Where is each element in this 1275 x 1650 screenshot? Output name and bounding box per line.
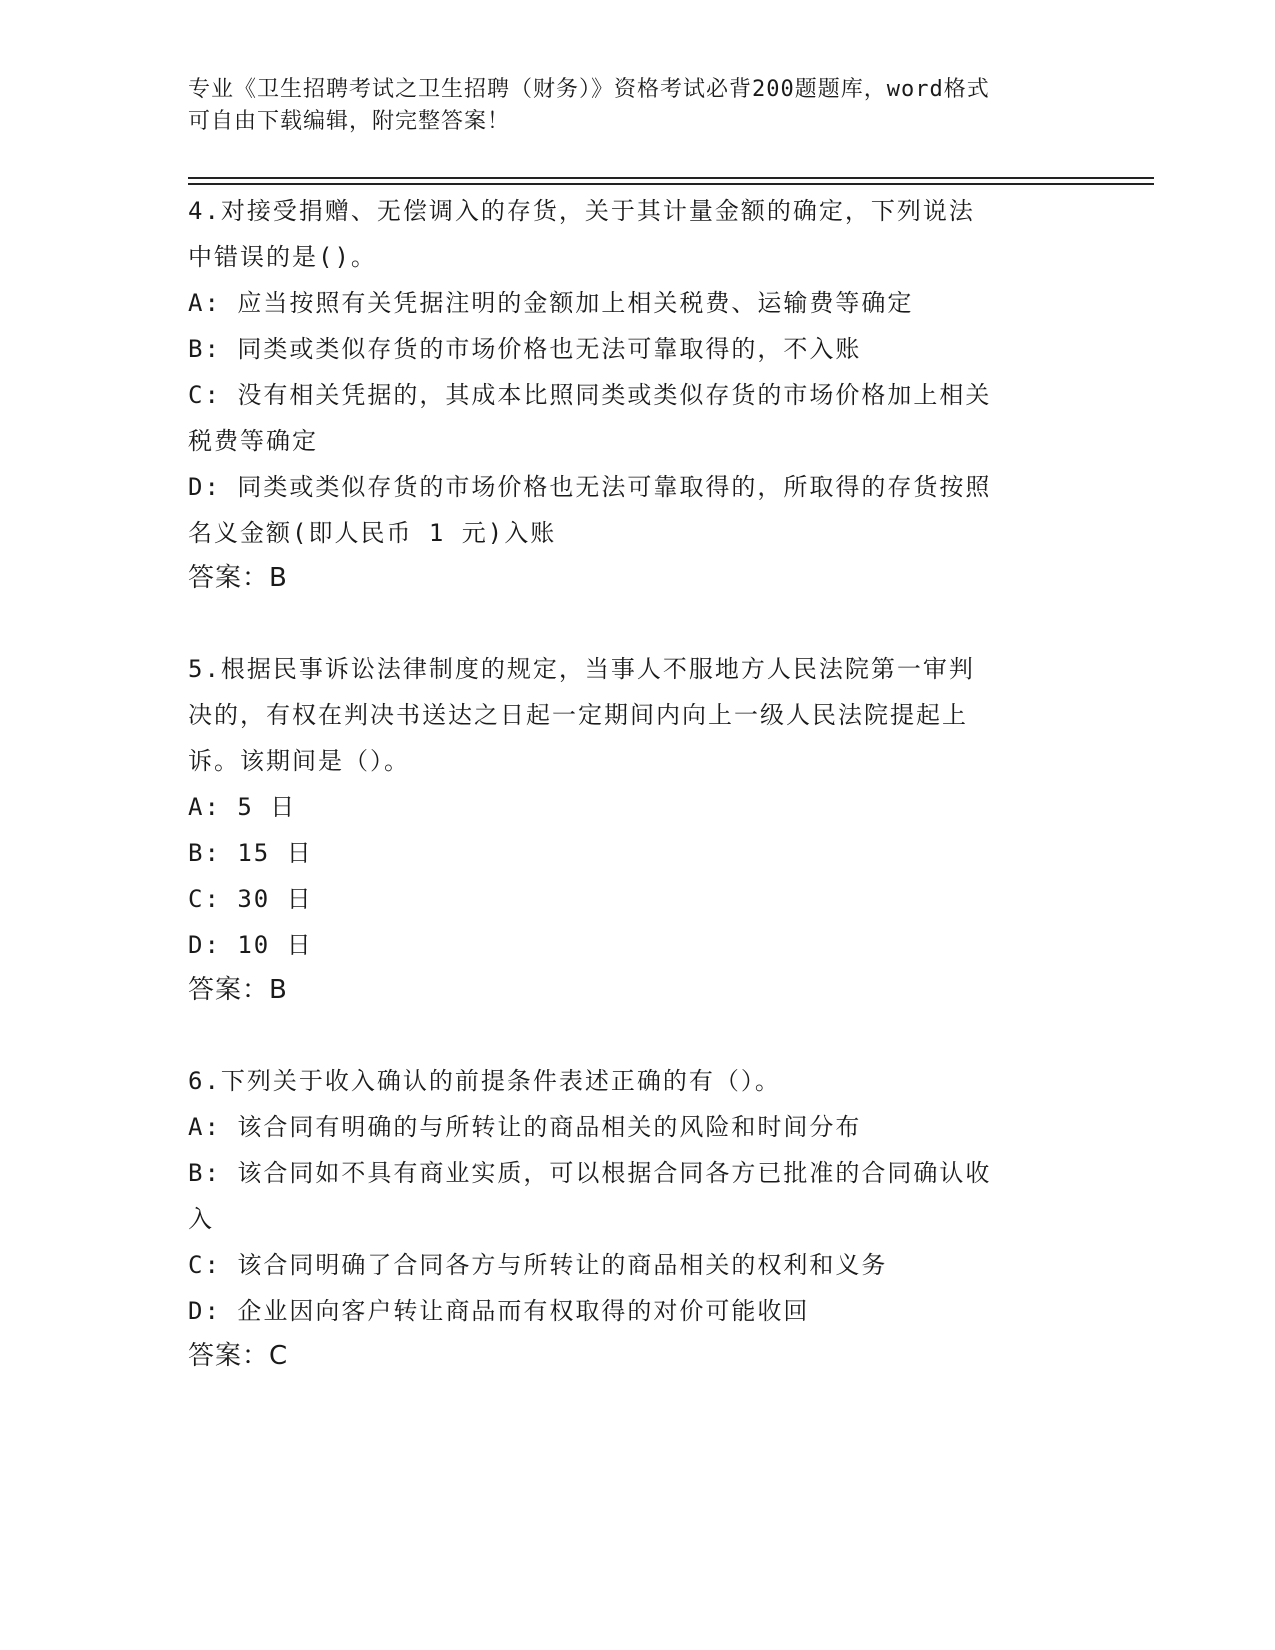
- option-b: B: 同类或类似存货的市场价格也无法可靠取得的，不入账: [188, 335, 862, 363]
- question-6: [188, 1058, 1088, 1378]
- answer-label: 答案：B: [188, 563, 288, 593]
- question-text: 诉。该期间是（）。: [188, 747, 410, 775]
- question-text: 5.根据民事诉讼法律制度的规定，当事人不服地方人民法院第一审判: [188, 655, 975, 683]
- option-b: B: 该合同如不具有商业实质，可以根据合同各方已批准的合同确认收: [188, 1159, 992, 1187]
- question-text: 6.下列关于收入确认的前提条件表述正确的有（）。: [188, 1067, 781, 1095]
- option-a: A: 5 日: [188, 793, 297, 821]
- header-divider-top: [188, 177, 1154, 179]
- option-c: C: 没有相关凭据的，其成本比照同类或类似存货的市场价格加上相关: [188, 381, 992, 409]
- answer-label: 答案：B: [188, 975, 288, 1005]
- option-a: A: 应当按照有关凭据注明的金额加上相关税费、运输费等确定: [188, 289, 914, 317]
- option-d: D: 同类或类似存货的市场价格也无法可靠取得的，所取得的存货按照: [188, 473, 992, 501]
- question-spacer: [188, 1012, 1088, 1058]
- question-spacer: [188, 600, 1088, 646]
- option-c: C: 该合同明确了合同各方与所转让的商品相关的权利和义务: [188, 1251, 888, 1279]
- option-d-continued: 名义金额(即人民币 1 元)入账: [188, 519, 557, 547]
- header-title-line-1: 专业《卫生招聘考试之卫生招聘（财务）》资格考试必背200题题库，word格式: [188, 77, 990, 102]
- option-c: C: 30 日: [188, 885, 313, 913]
- question-4: [188, 188, 1088, 600]
- document-header: [188, 74, 1068, 138]
- option-a: A: 该合同有明确的与所转让的商品相关的风险和时间分布: [188, 1113, 862, 1141]
- question-text: 4.对接受捐赠、无偿调入的存货，关于其计量金额的确定，下列说法: [188, 197, 975, 225]
- question-list: [188, 188, 1088, 1378]
- question-text: 决的，有权在判决书送达之日起一定期间内向上一级人民法院提起上: [188, 701, 968, 729]
- question-5: [188, 646, 1088, 1012]
- option-b: B: 15 日: [188, 839, 313, 867]
- question-text: 中错误的是()。: [188, 243, 377, 271]
- option-d: D: 企业因向客户转让商品而有权取得的对价可能收回: [188, 1297, 810, 1325]
- header-title-line-2: 可自由下载编辑，附完整答案！: [188, 109, 511, 134]
- option-d: D: 10 日: [188, 931, 313, 959]
- answer-label: 答案：C: [188, 1341, 289, 1371]
- option-c-continued: 税费等确定: [188, 427, 318, 455]
- header-divider-bottom: [188, 183, 1154, 185]
- option-b-continued: 入: [188, 1205, 214, 1233]
